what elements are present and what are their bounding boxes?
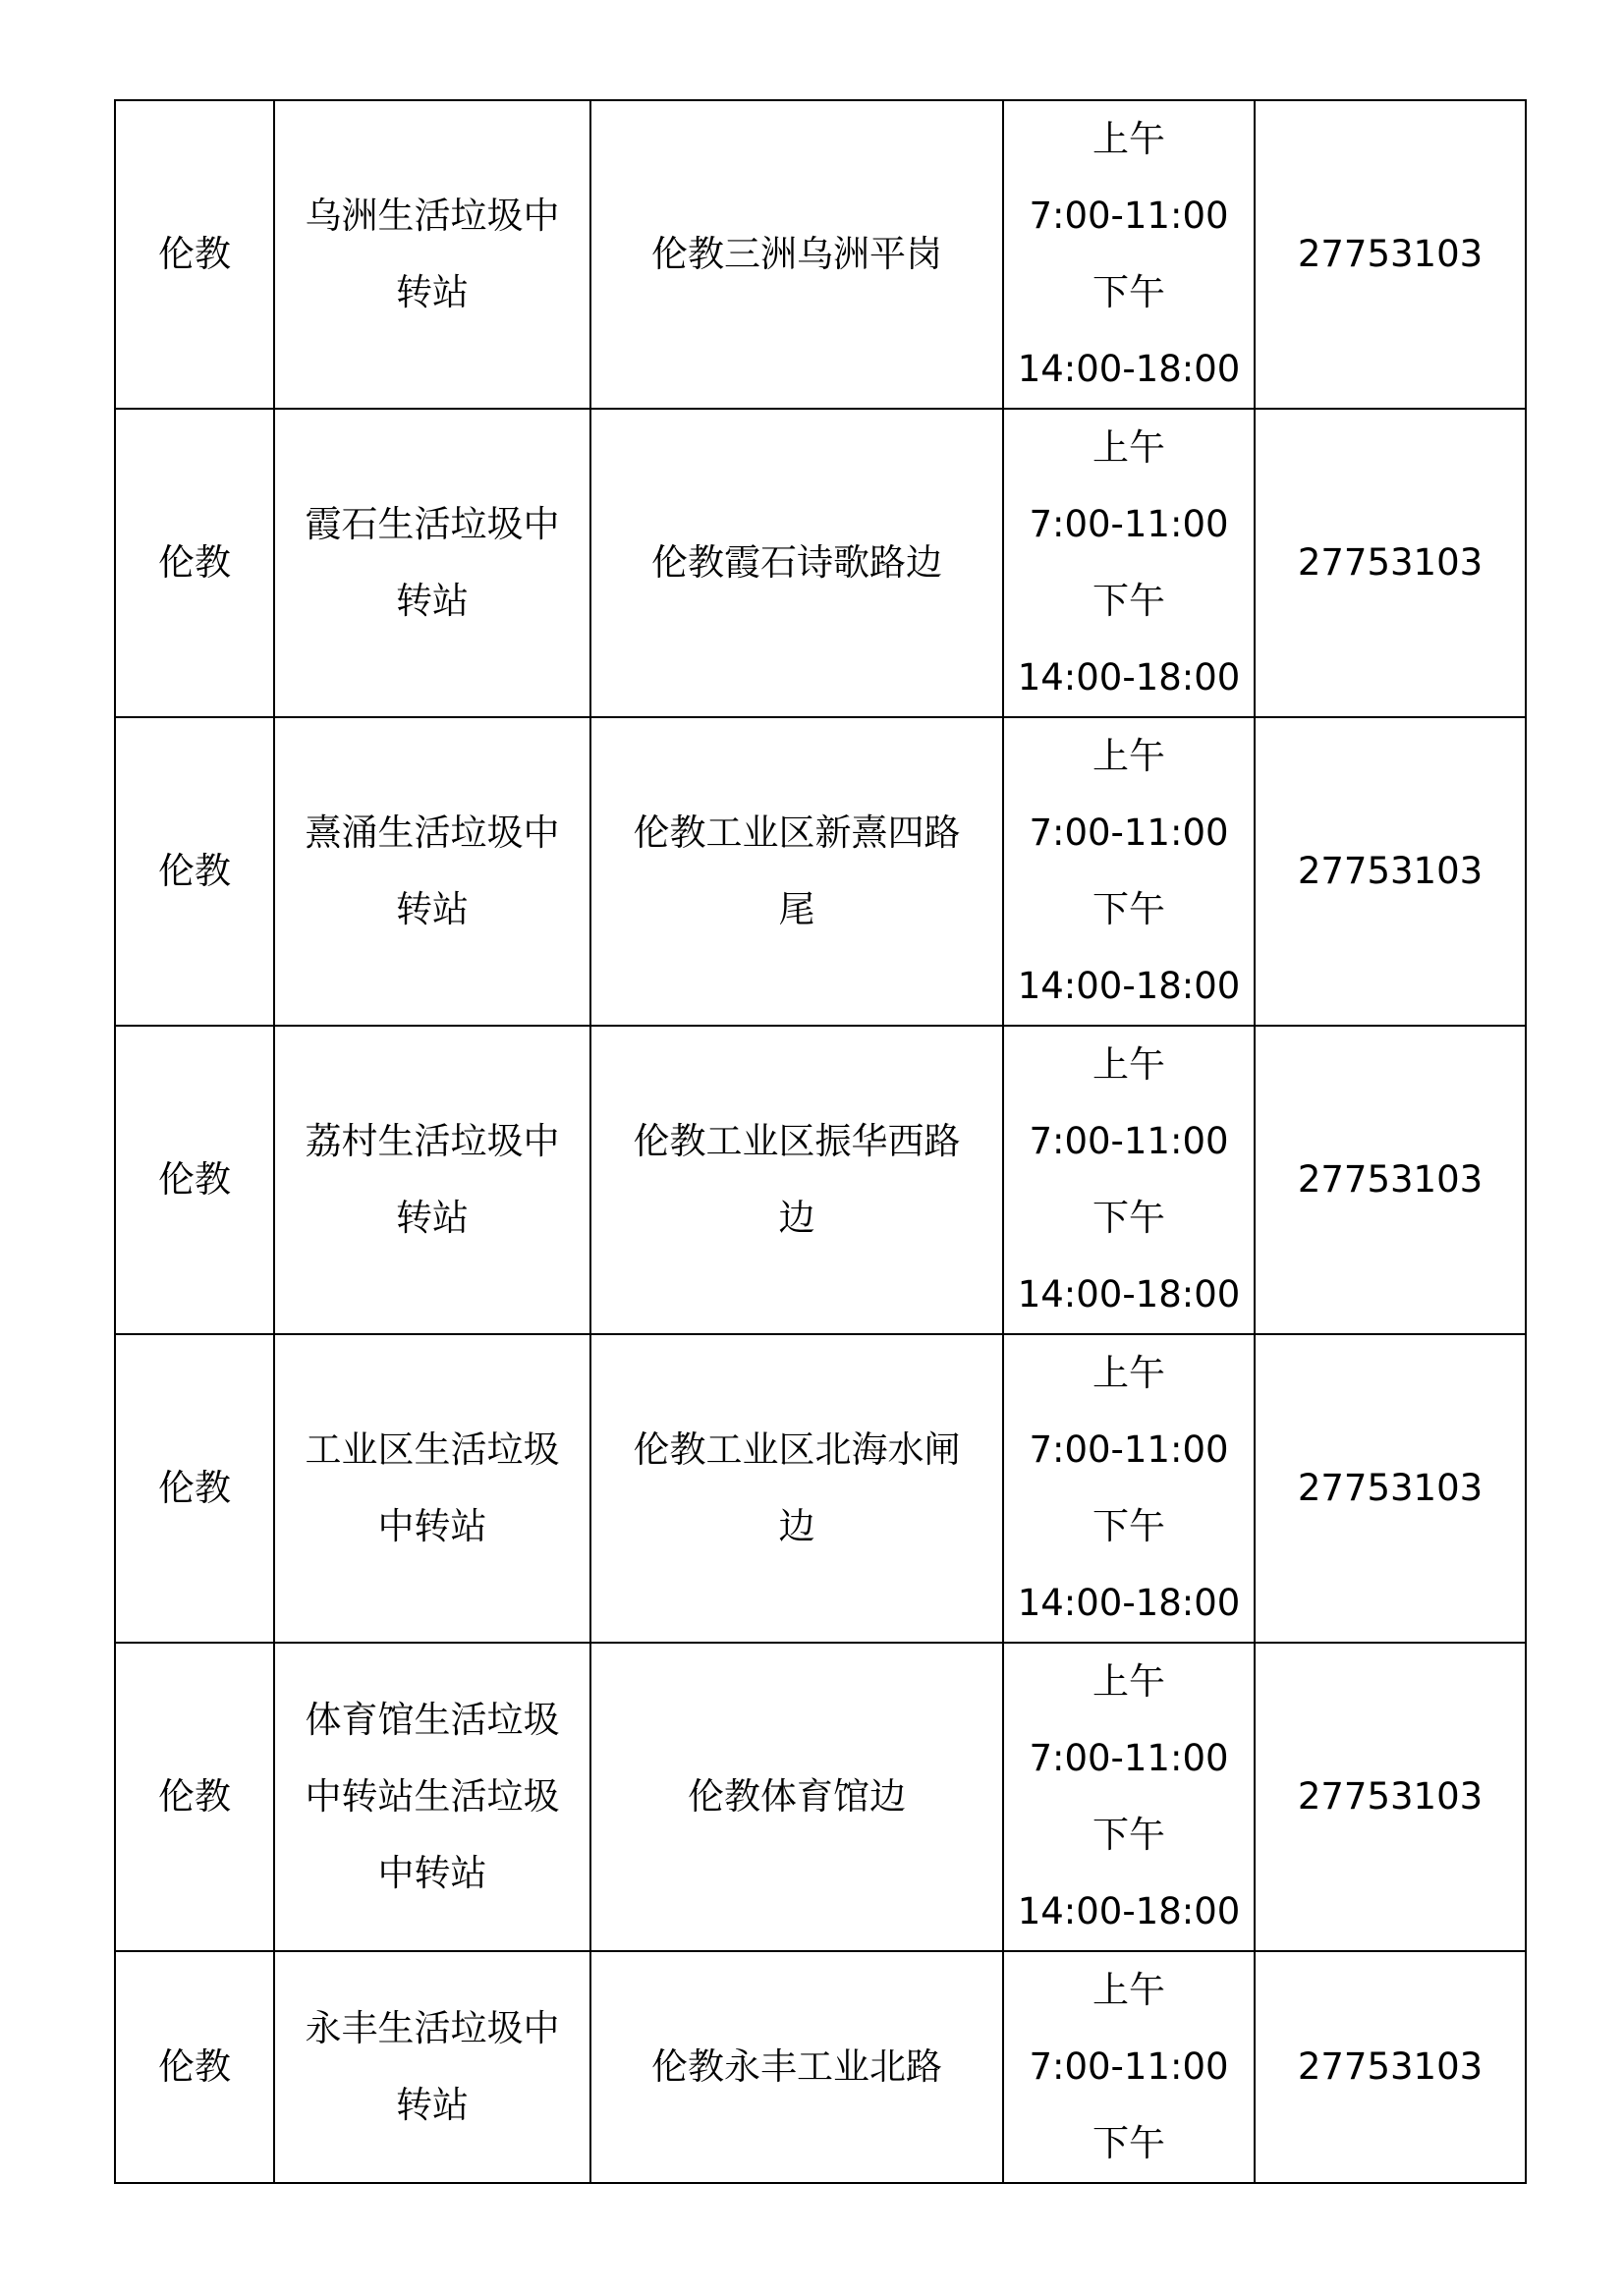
- phone-text: 27753103: [1297, 2045, 1484, 2088]
- table-row: [115, 100, 1526, 409]
- hours-morning-label: 上午: [1092, 735, 1165, 777]
- hours-afternoon-label: 下午: [1092, 888, 1165, 930]
- hours-afternoon-time: 14:00-18:00: [1017, 1273, 1241, 1315]
- station-name-cell: [274, 409, 590, 717]
- station-name-cell: [274, 1334, 590, 1643]
- address-text: 伦教霞石诗歌路边: [651, 541, 942, 584]
- district-text: 伦教: [158, 2045, 231, 2088]
- station-name-text: 乌洲生活垃圾中转站: [305, 195, 560, 313]
- station-name-text: 荔村生活垃圾中转站: [305, 1120, 560, 1239]
- table-row: [115, 1026, 1526, 1334]
- station-name-text: 霞石生活垃圾中转站: [305, 503, 560, 622]
- phone-cell: [1255, 1643, 1526, 1951]
- phone-text: 27753103: [1297, 233, 1484, 275]
- district-cell: [115, 1334, 274, 1643]
- address-text: 伦教永丰工业北路: [651, 2045, 942, 2088]
- hours-afternoon-time: 14:00-18:00: [1017, 965, 1241, 1007]
- hours-cell: [1003, 100, 1255, 409]
- hours-afternoon-label: 下午: [1092, 1197, 1165, 1239]
- table-row: [115, 1334, 1526, 1643]
- district-cell: [115, 1643, 274, 1951]
- hours-morning-time: 7:00-11:00: [1029, 195, 1229, 237]
- station-name-cell: [274, 100, 590, 409]
- hours-morning-label: 上午: [1092, 426, 1165, 469]
- hours-afternoon-time: 14:00-18:00: [1017, 656, 1241, 699]
- district-cell: [115, 1026, 274, 1334]
- hours-cell: [1003, 717, 1255, 1026]
- address-text: 伦教体育馆边: [688, 1775, 906, 1818]
- hours-cell: [1003, 1643, 1255, 1951]
- phone-text: 27753103: [1297, 541, 1484, 584]
- station-name-cell: [274, 717, 590, 1026]
- station-name-cell: [274, 1643, 590, 1951]
- station-name-text: 体育馆生活垃圾中转站生活垃圾中转站: [305, 1699, 560, 1894]
- station-name-text: 工业区生活垃圾中转站: [305, 1428, 560, 1547]
- hours-morning-time: 7:00-11:00: [1029, 812, 1229, 854]
- hours-afternoon-label: 下午: [1092, 580, 1165, 622]
- hours-afternoon-time: 14:00-18:00: [1017, 348, 1241, 390]
- table-row: [115, 717, 1526, 1026]
- phone-text: 27753103: [1297, 850, 1484, 892]
- hours-morning-time: 7:00-11:00: [1029, 2045, 1229, 2088]
- phone-cell: [1255, 1026, 1526, 1334]
- hours-afternoon-label: 下午: [1092, 1814, 1165, 1856]
- hours-morning-time: 7:00-11:00: [1029, 503, 1229, 545]
- phone-cell: [1255, 717, 1526, 1026]
- hours-morning-label: 上午: [1092, 1660, 1165, 1703]
- hours-morning-label: 上午: [1092, 1969, 1165, 2011]
- hours-cell: [1003, 1334, 1255, 1643]
- district-cell: [115, 100, 274, 409]
- station-name-text: 熹涌生活垃圾中转站: [305, 812, 560, 930]
- address-text: 伦教工业区北海水闸边: [633, 1428, 961, 1547]
- hours-cell: [1003, 1026, 1255, 1334]
- station-name-text: 永丰生活垃圾中转站: [305, 2007, 560, 2126]
- hours-morning-time: 7:00-11:00: [1029, 1120, 1229, 1162]
- hours-cell: [1003, 1951, 1255, 2183]
- hours-cell: [1003, 409, 1255, 717]
- phone-cell: [1255, 409, 1526, 717]
- phone-text: 27753103: [1297, 1775, 1484, 1818]
- hours-morning-time: 7:00-11:00: [1029, 1737, 1229, 1779]
- hours-morning-time: 7:00-11:00: [1029, 1428, 1229, 1471]
- address-cell: [590, 409, 1003, 717]
- hours-afternoon-time: 14:00-18:00: [1017, 1582, 1241, 1624]
- address-cell: [590, 1334, 1003, 1643]
- address-cell: [590, 100, 1003, 409]
- district-text: 伦教: [158, 1158, 231, 1201]
- address-text: 伦教三洲乌洲平岗: [651, 233, 942, 275]
- address-cell: [590, 1026, 1003, 1334]
- address-text: 伦教工业区振华西路边: [633, 1120, 961, 1239]
- district-text: 伦教: [158, 1467, 231, 1509]
- district-text: 伦教: [158, 233, 231, 275]
- table-row: [115, 1951, 1526, 2183]
- station-name-cell: [274, 1026, 590, 1334]
- phone-cell: [1255, 1951, 1526, 2183]
- phone-text: 27753103: [1297, 1467, 1484, 1509]
- hours-morning-label: 上午: [1092, 118, 1165, 160]
- phone-cell: [1255, 1334, 1526, 1643]
- station-name-cell: [274, 1951, 590, 2183]
- hours-morning-label: 上午: [1092, 1043, 1165, 1086]
- transfer-station-table: [114, 99, 1527, 2184]
- table-body: [115, 100, 1526, 2183]
- address-cell: [590, 717, 1003, 1026]
- district-text: 伦教: [158, 541, 231, 584]
- address-text: 伦教工业区新熹四路尾: [633, 812, 961, 930]
- hours-morning-label: 上午: [1092, 1352, 1165, 1394]
- phone-text: 27753103: [1297, 1158, 1484, 1201]
- table-row: [115, 409, 1526, 717]
- district-cell: [115, 409, 274, 717]
- district-text: 伦教: [158, 850, 231, 892]
- hours-afternoon-label: 下午: [1092, 1505, 1165, 1547]
- hours-afternoon-label: 下午: [1092, 2122, 1165, 2164]
- district-cell: [115, 1951, 274, 2183]
- district-cell: [115, 717, 274, 1026]
- table-row: [115, 1643, 1526, 1951]
- hours-afternoon-label: 下午: [1092, 271, 1165, 313]
- district-text: 伦教: [158, 1775, 231, 1818]
- phone-cell: [1255, 100, 1526, 409]
- address-cell: [590, 1643, 1003, 1951]
- address-cell: [590, 1951, 1003, 2183]
- hours-afternoon-time: 14:00-18:00: [1017, 1890, 1241, 1932]
